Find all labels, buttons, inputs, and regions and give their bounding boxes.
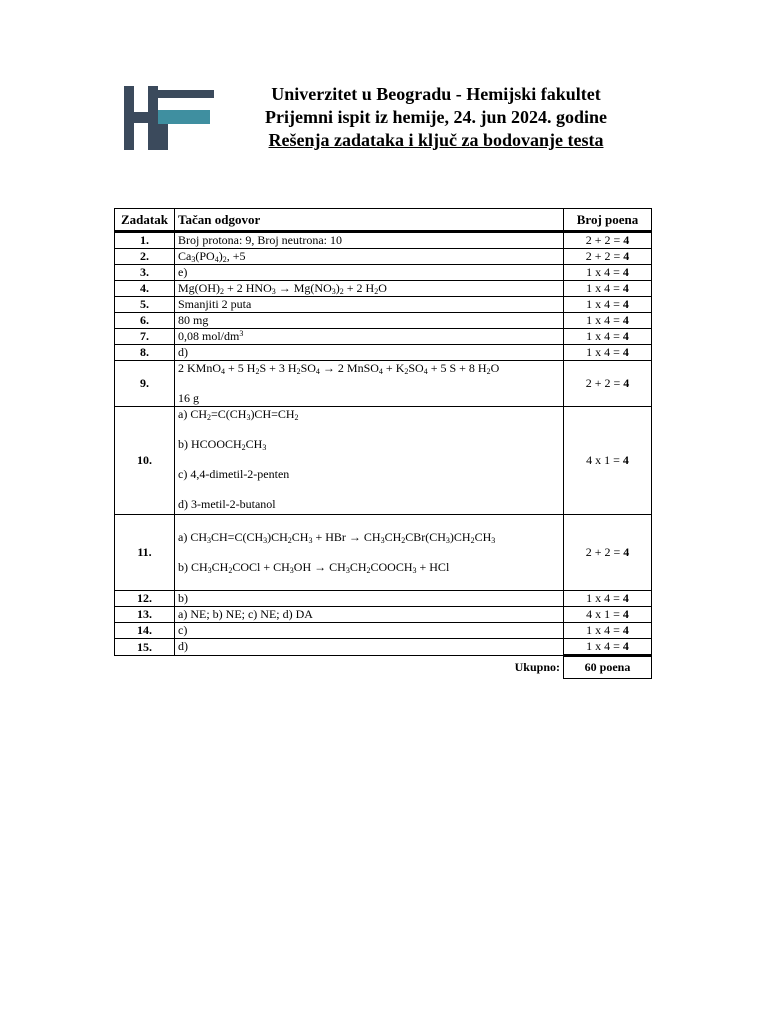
answer-line: b) (178, 591, 188, 605)
document-subtitle: Rešenja zadataka i ključ za bodovanje testa (268, 130, 604, 150)
answer-cell (175, 281, 564, 297)
table-row (115, 607, 652, 623)
answer-cell (175, 607, 564, 623)
answer-line: c) (178, 623, 188, 637)
document-header (236, 83, 636, 152)
answer-line: b) $CH_3CH_2COCl + CH_3OH$ → $CH_3CH_2COOCH_3$ + HCl (178, 560, 450, 575)
total-spacer (115, 656, 175, 679)
exam-title: Prijemni ispit iz hemije, 24. jun 2024. godine (265, 107, 607, 127)
table-row (115, 407, 652, 515)
task-number: 10. (115, 407, 175, 515)
answer-key-table (114, 208, 652, 679)
answer-line: d) 3-metil-2-butanol (178, 497, 276, 511)
task-number: 2. (115, 249, 175, 265)
answer-cell (175, 591, 564, 607)
table-row (115, 281, 652, 297)
task-number: 6. (115, 313, 175, 329)
task-number: 9. (115, 361, 175, 407)
answer-line: a) $CH_3CH=C(CH_3)CH_2CH_3$ + HBr → $CH_3CH_2CBr(CH_3)CH_2CH_3$ (178, 530, 496, 545)
task-number: 13. (115, 607, 175, 623)
table-header-row (115, 209, 652, 232)
table-row (115, 249, 652, 265)
points-cell: 1 x 4 = 4 (564, 265, 652, 281)
answer-line: a) NE; b) NE; c) NE; d) DA (178, 607, 313, 621)
task-number: 11. (115, 515, 175, 591)
table-row (115, 313, 652, 329)
answer-line: 2 KMnO$_4$ + 5 $H_2S + 3$ $H_2SO_4 \to 2$ MnSO$_4$ + $K_2SO_4 + 5$ S + 8 $H_2O$ (178, 361, 500, 376)
table-row (115, 232, 652, 249)
faculty-logo (124, 86, 216, 150)
column-header-task: Zadatak (115, 209, 175, 232)
answer-cell (175, 623, 564, 639)
task-number: 5. (115, 297, 175, 313)
answer-line: $Mg(OH)_2 + 2$ $HNO_3 \to Mg(NO_3)_2 + 2$ $H_2O$ (178, 281, 387, 296)
answer-cell (175, 249, 564, 265)
points-cell: 1 x 4 = 4 (564, 639, 652, 656)
task-number: 4. (115, 281, 175, 297)
points-cell: 2 + 2 = 4 (564, 515, 652, 591)
answer-line: Broj protona: 9, Broj neutrona: 10 (178, 233, 342, 247)
points-cell: 2 + 2 = 4 (564, 249, 652, 265)
points-cell: 1 x 4 = 4 (564, 313, 652, 329)
answer-cell (175, 639, 564, 656)
answer-cell (175, 361, 564, 407)
answer-cell (175, 515, 564, 591)
answer-cell (175, 407, 564, 515)
points-cell: 2 + 2 = 4 (564, 361, 652, 407)
answer-cell (175, 345, 564, 361)
points-cell: 1 x 4 = 4 (564, 329, 652, 345)
table-row (115, 297, 652, 313)
points-cell: 4 x 1 = 4 (564, 407, 652, 515)
answer-cell (175, 232, 564, 249)
table-row (115, 345, 652, 361)
university-title: Univerzitet u Beogradu - Hemijski fakultet (271, 84, 601, 104)
task-number: 14. (115, 623, 175, 639)
answer-line: d) (178, 345, 188, 359)
total-row (115, 656, 652, 679)
total-value: 60 poena (564, 656, 652, 679)
task-number: 15. (115, 639, 175, 656)
answer-line: 80 mg (178, 313, 209, 327)
answer-cell (175, 329, 564, 345)
points-cell: 1 x 4 = 4 (564, 591, 652, 607)
answer-cell (175, 313, 564, 329)
points-cell: 1 x 4 = 4 (564, 623, 652, 639)
column-header-answer: Tačan odgovor (175, 209, 564, 232)
points-cell: 1 x 4 = 4 (564, 297, 652, 313)
answer-line: d) (178, 639, 188, 653)
points-cell: 1 x 4 = 4 (564, 345, 652, 361)
table-row (115, 265, 652, 281)
table-row (115, 515, 652, 591)
answer-cell (175, 297, 564, 313)
table-row (115, 329, 652, 345)
total-label: Ukupno: (514, 659, 560, 674)
answer-line: Smanjiti 2 puta (178, 297, 252, 311)
answer-line: e) (178, 265, 188, 279)
answer-line: $Ca_3(PO_4)_2$, +5 (178, 249, 246, 264)
answer-line: a) $CH_2=C(CH_3)CH=CH_2$ (178, 407, 299, 422)
answer-line: 16 g (178, 391, 199, 405)
points-cell: 4 x 1 = 4 (564, 607, 652, 623)
table-row (115, 361, 652, 407)
points-cell: 1 x 4 = 4 (564, 281, 652, 297)
task-number: 1. (115, 232, 175, 249)
answer-line: b) $HCOOCH_2CH_3$ (178, 437, 267, 452)
task-number: 3. (115, 265, 175, 281)
table-row (115, 591, 652, 607)
answer-line: 0,08 mol/$dm^3$ (178, 329, 244, 343)
table-row (115, 639, 652, 656)
answer-cell (175, 265, 564, 281)
task-number: 7. (115, 329, 175, 345)
table-row (115, 623, 652, 639)
task-number: 12. (115, 591, 175, 607)
column-header-points: Broj poena (564, 209, 652, 232)
task-number: 8. (115, 345, 175, 361)
answer-line: c) 4,4-dimetil-2-penten (178, 467, 290, 481)
points-cell: 2 + 2 = 4 (564, 232, 652, 249)
